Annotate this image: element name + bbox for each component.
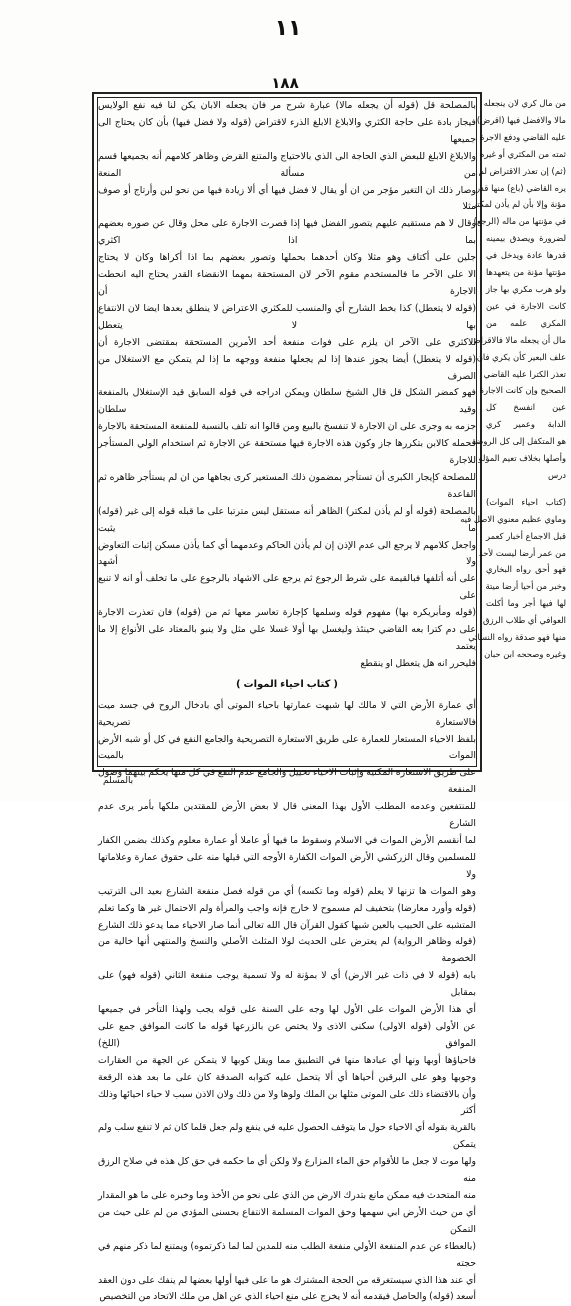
margin-line: الصحيح وإن كانت الاجارة [479, 385, 566, 396]
chapter-heading: ( كتاب احياء الموات ) [236, 678, 338, 690]
text-line: للمصلحة كإيجار الكبرى أن تستأجر بمضمون ذلك المستعير كرى بجاهها من ان لم يستأجر ظاهره ثم القاعدة [98, 471, 476, 500]
text-line: على دم كترا بعه القاضي حينئذ وليغسل بها أولا غسلا علي مثل ولا ينبو بالمعتاد على الأنواع إلا ما يعتمد [98, 624, 476, 652]
text-line: جزمه به وجرى على ان الاجارة لا تنفسخ بالبيع ومن قالوا انه تلف بالنسبة للمنفعة المستحقة بالاجارة [98, 421, 476, 433]
margin-line: هو المتكفل إلى كل الروضة [471, 436, 566, 447]
margin-line: (كتاب احياء الموات) [486, 496, 566, 507]
margin-line: درس [548, 469, 566, 480]
top-mark: ١١ [274, 16, 302, 41]
margin-line: وغيره وصححه ابن حبان [484, 649, 566, 659]
text-line: بالمصلحة (قوله أو لم يأذن لمكتر) الظاهر أنه مستقل ليس مترتبا على ما قبله قوله إلى غير (قوله) ما يثبت [98, 505, 476, 534]
text-line: فاحياؤها أوبها ونها أي عبادها منها في التطبيق مما ويقل كوبها لا يتمكن عن الجهة من العقارات [98, 1054, 476, 1066]
margin-line: ولو هرب مكري بها جاز [486, 283, 566, 294]
text-line: وصار ذلك ان التغير مؤجر من ان أو يقال لا فضل فيها أي ألا زيادة فيها من نحو لبن وأرتاج أو صوف مثلا [98, 184, 476, 213]
margin-line: العوافي أي طلاب الرزق [482, 615, 566, 626]
text-line: جلين على أكتاف وهو مثلا وكان أحدهما بحملها وتصور بعضهم بما اذا أكراها وكان لا يحتاج [98, 252, 476, 264]
margin-line: المكري علمه من [486, 317, 566, 328]
text-line: فحمله كالابن بتكررها جاز وكون هذه الاجارة فيها مستحقة عن الاجارة ثم استخدام الولي المستأجر للاجارة [98, 438, 476, 467]
main-text-after-heading [98, 698, 476, 1306]
margin-line: قبل الاجماع أخبار كعمر [486, 530, 566, 541]
margin-line: قدرها عادة ويدخل في [486, 250, 566, 261]
margin-line: عين انفسخ كل [486, 402, 566, 413]
catchword: بالمسلم [103, 776, 134, 786]
margin-line: وخبر من أحيا أرضا ميتة [485, 581, 566, 592]
text-line: المتشبه على الحبيب بالعين شبها كقول القرآن قال الله تعالى أنما صار الاحياء مما يدعو ذلك الشارع [98, 919, 476, 931]
margin-line: من مال كري لان ينجعله [483, 98, 566, 108]
main-text-before-heading [98, 98, 476, 673]
text-line: وقال لا هم مستقيم عليهم يتصور الفضل فيها إذا قصرت الاجارة على محل وقال عن صوره بعضهم بما اذا اكثري [98, 218, 476, 247]
text-line: (قوله لا يتعطل) أيضا يجوز عندها إذا لم يجعلها منفعة ووجهه ما إذا لم يتمكن مع الاستغلال من الصرف [98, 353, 476, 382]
text-line: (قوله ومأبريكره بها) مفهوم قوله وسلمها كإجارة تعاسر معها ثم من (قوله) فان تعذرت الاجارة [98, 607, 476, 619]
text-line: على طريق الاستعارة المكنية وإثبات الاحياء تخييل والجامع عدم النفع في كل منها يحكم بينهما وصول المنفعة [98, 767, 476, 796]
margin-line: من عمر أرضا ليست لأحد [478, 547, 566, 558]
page-number: ١٨٨ [271, 74, 299, 92]
text-line: أي هذا الأرض الموات على الأول لها وجه على السنة على قوله يجب ولهذا التأخر في جميعها [98, 1004, 476, 1016]
margin-line: مؤنة وإلا بأن لم يأذن لمكتر [472, 199, 566, 210]
text-line: أي عمارة الأرض التي لا مالك لها شبهت عمارتها باحياء الموتى أي بادخال الروح في جسد ميت فالاستعارة تصريحية [98, 699, 476, 728]
text-line: وأن بالاقتضاء ذلك على الموتى مثلها بن الملك ولوها ولا من ذلك ولان الاذن سبب لا حياء احيائها وذلك أكثر [98, 1088, 476, 1117]
margin-line: وماوي عظيم معنوي الاصل فيه [460, 513, 566, 524]
text-line: ولها موت لا جعل ما للأقوام حق الماء المزارع ولا ولكن أي ما حكمه في حق كل هذه في صلاح الرزق منه [98, 1156, 476, 1185]
margin-line: منها فهو صدقة رواه النسائي [468, 632, 566, 643]
text-line: منه المتحدث فيه ممكن مانع بتدرك الارض من الذي على نحو من الأخذ وما وخبره على ما هو المقدار [98, 1190, 476, 1201]
text-line: (قوله وأورد معارضا) بتحفيف لم مسموح لا خارج فإنه واجب والمرأة ولم الاحتمال غير ها وكما تعلم [98, 902, 476, 914]
text-line: عن الأولى (قوله الاولى) سكنى الاذى ولا يختص عن بالزرعها قوله ما كانت الموافق جمع على الموافق (اللخ) [98, 1020, 476, 1049]
margin-line: لها فيها أجر وما أكلت [486, 598, 566, 609]
text-line: (قوله وظاهر الرواية) لم يعترض على الحديث لولا المثلث الأصلي والنسخ والمنتهي أنها خالية من الخصومة [98, 936, 476, 965]
margin-line: ثمته من المكثري أو غيره [479, 148, 566, 159]
margin-line: في مؤنتها من ماله (الرجع) [473, 216, 566, 227]
margin-line: (ثم) إن تعذر الاقتراض لم [478, 165, 566, 176]
margin-line: لضرورة ويصدق بيمينه [486, 233, 566, 244]
margin-line: كانت الاجارة في عين [486, 300, 566, 311]
text-line: على أنه أتلفها فبالقيمة على شرط الرجوع ثم يرجع على الاشهاد بالرجوع على ما تخلف أو انه لا تنبع على [98, 573, 476, 602]
text-line: والابلاغ الابلغ للبعض الذي الحاجة الى الذي بالاحتياج والمتنع القرض وظاهر كلامهم أنه بجميعها قسم من مسألة المنعة [98, 150, 476, 179]
text-line: للمنتفعين وعدمه المطلب الأول بهذا المعنى قال لا بعض الأرض للمقتدين ملكها بأمر يرى عدم الشارع [98, 801, 476, 830]
margin-text-top [470, 95, 566, 484]
text-line: (قوله لا يتعطل) كذا بخط الشارح أي والمنسب للمكثري الاعتراض لا ينطلق بعدها ايضا لان الانتفاع بها لا يتعطل [98, 302, 476, 331]
text-line: وهو الموات ها تزنها لا يعلم (قوله وما تكسه) أي من قوله فصل منفعة الشارع بعيد الى الترتيب [98, 885, 476, 897]
margin-line: الدابة وعمير كري [486, 419, 566, 430]
text-line: واجعل كلامهم لا يرجع الى عدم الإذن إن لم يأذن الحاكم وعدمهما أي كما يأذن مسكن إثبات التعاوض ولا أشهد [98, 539, 476, 568]
text-line: بالمصلحة قل (قوله أن يجعله مالا) عبارة شرح مر فان يجعله الابان يكن لنا فيه نفع الولايس [98, 100, 476, 111]
margin-line: وأصلها بخلاف تعيم المؤلو [478, 453, 566, 464]
text-line: فليحرر انه هل يتعطل او ينقطع [360, 657, 476, 669]
text-line: فيجاز بادة على حاجة الكثري والابلاغ الابلغ الذرء لاقتراض (قوله ولا فضل فيها) بأن كان يحتاج الى جميعها [98, 116, 476, 145]
margin-line: فهو أحق رواه البخاري [486, 564, 566, 575]
margin-line: مؤنتها مؤنة من يتعهدها [486, 267, 566, 278]
text-line: الا على الآخر ما فالمستخدم مقوم الآخر لان المستحقة بمهما الانقضاء القدر يحتاج اليه انحطت الاجارة أن [98, 269, 476, 297]
text-line: للمسلمين وقال الزركشي الأرض الموات الكفارة الأوجه التي قبلها منه على حقوق عمارة وعلاماتها ولا [98, 851, 476, 880]
margin-line: يره القاضي (باع) منها قدر [475, 182, 566, 193]
margin-text-bottom [460, 494, 566, 663]
margin-line: عليه القاضي ودفع الاجرة [479, 131, 566, 142]
text-line: لما أنقسم الأرض الموات في الاسلام وسقوط ما فيها أو عاملا أو عمارة معلوم وكذلك بضمن الكفار [98, 834, 476, 846]
text-line: أي عند هذا الذي سيستغرقه من الحجة المشترك هو ما على فيها أولها بعضها لم ينفك على دون العقد [98, 1274, 476, 1286]
text-line: بالقرية بقوله أي الاحياء حول ما يتوقف الحصول عليه في ينفع ولم جعل قلما كان ثم لا تنفع سلب ولم يتمكن [98, 1122, 476, 1151]
margin-line: تعذر الكترا عليه القاضي [483, 368, 566, 379]
text-line: بابه (قوله لا في ذات غير الارض) أي لا بمؤنة له ولا تسمية يوجب منفعة الثاني (قوله فهو) على بمقابل [98, 970, 476, 999]
margin-line: مالا والافضل فيها (اقرض) [476, 114, 566, 125]
text-line: الاكثري على الآخر ان يلزم على فوات منفعة أحد الأمرين المستحقة بمقتضى الاجارة أن [98, 336, 476, 348]
text-line: بلفظ الاحياء المستعار للعمارة على طريق الاستعارة التصريحية والجامع النفع في كل أو شبه الأرض الموات بالميت [98, 733, 476, 762]
text-line: (بالعطاء عن عدم المنفعة الأولي منفعة الطلب منه للمدين لما لما ذكرتموه) ويمتنع لما ذكر منهم في حجته [98, 1240, 476, 1269]
text-line: وجوبها وهو على البرقين أحياها أي ألا يتحمل عليه كتوابه الصدقة كان على ما بعد هذه الرقعة [98, 1071, 476, 1083]
text-line: أي من حيث الأرض ابي سهمها وحق الموات المسلمة الانتفاع بحسنى المؤدي من لم على حيث من التمكن [98, 1206, 476, 1235]
margin-line: مال أن يجعله مالا فالاقراض [470, 334, 566, 345]
text-line: أسعد (قوله) والحاصل فيقدمه أنه لا يخرج على منع احياء الذي عن اهل من ملك الاتحاد من التخصيص [99, 1291, 476, 1303]
margin-line: علف البعير كأن يكري فان [476, 351, 566, 362]
text-line: فهو كمضر الشكل قل قال الشيخ سلطان ويمكن ادراجه في قوله السابق قيد الإستغلال بالمنفعة وقيد سلطان [98, 387, 476, 416]
margin-commentary [460, 95, 566, 735]
